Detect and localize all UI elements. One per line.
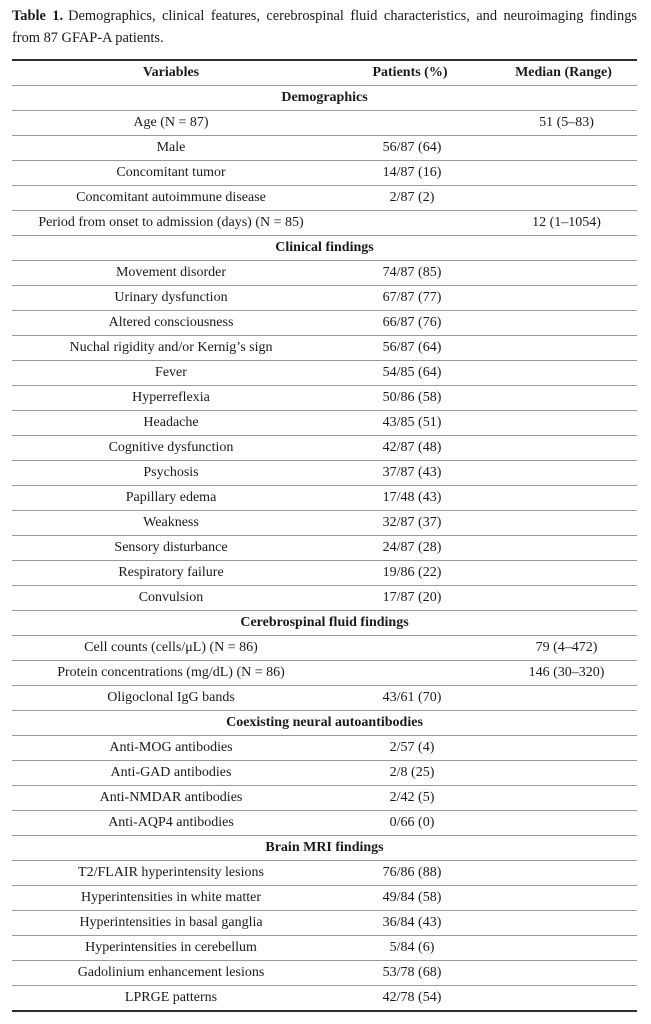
- variable-cell: Cell counts (cells/μL) (N = 86): [12, 636, 330, 661]
- patients-cell: 5/84 (6): [330, 936, 490, 961]
- patients-cell: 49/84 (58): [330, 886, 490, 911]
- caption-text: Demographics, clinical features, cerebrospinal fluid characteristics, and neuroimaging findings from 87 GFAP-A patients.: [12, 8, 637, 46]
- patients-cell: 0/66 (0): [330, 811, 490, 836]
- header-variables: Variables: [12, 60, 330, 86]
- variable-cell: Anti-MOG antibodies: [12, 736, 330, 761]
- variable-cell: Concomitant autoimmune disease: [12, 186, 330, 211]
- variable-cell: Psychosis: [12, 461, 330, 486]
- variable-cell: Urinary dysfunction: [12, 286, 330, 311]
- table-row: [12, 436, 637, 461]
- header-median: Median (Range): [490, 60, 637, 86]
- median-cell: [490, 786, 637, 811]
- table-body: [12, 86, 637, 1012]
- table-header: [12, 60, 637, 86]
- median-cell: [490, 286, 637, 311]
- variable-cell: Concomitant tumor: [12, 161, 330, 186]
- table-row: [12, 686, 637, 711]
- table-row: [12, 361, 637, 386]
- median-cell: [490, 186, 637, 211]
- table-row: [12, 386, 637, 411]
- median-cell: 79 (4–472): [490, 636, 637, 661]
- table-row: [12, 586, 637, 611]
- table-row: [12, 311, 637, 336]
- median-cell: [490, 436, 637, 461]
- section-title: Clinical findings: [12, 236, 637, 261]
- patients-cell: 2/42 (5): [330, 786, 490, 811]
- median-cell: [490, 736, 637, 761]
- variable-cell: Hyperreflexia: [12, 386, 330, 411]
- variable-cell: Male: [12, 136, 330, 161]
- table-row: [12, 536, 637, 561]
- section-title: Demographics: [12, 86, 637, 111]
- table-row: [12, 661, 637, 686]
- patients-cell: 2/87 (2): [330, 186, 490, 211]
- table-row: [12, 411, 637, 436]
- patients-cell: 17/48 (43): [330, 486, 490, 511]
- patients-cell: 67/87 (77): [330, 286, 490, 311]
- patients-cell: 2/57 (4): [330, 736, 490, 761]
- table-row: [12, 761, 637, 786]
- table-row: [12, 961, 637, 986]
- variable-cell: Cognitive dysfunction: [12, 436, 330, 461]
- section-title: Cerebrospinal fluid findings: [12, 611, 637, 636]
- median-cell: 51 (5–83): [490, 111, 637, 136]
- median-cell: [490, 911, 637, 936]
- median-cell: [490, 761, 637, 786]
- table-row: [12, 936, 637, 961]
- median-cell: [490, 861, 637, 886]
- table-row: [12, 161, 637, 186]
- demographics-table: [12, 59, 637, 1012]
- patients-cell: 14/87 (16): [330, 161, 490, 186]
- median-cell: [490, 136, 637, 161]
- patients-cell: 74/87 (85): [330, 261, 490, 286]
- variable-cell: Hyperintensities in basal ganglia: [12, 911, 330, 936]
- variable-cell: Weakness: [12, 511, 330, 536]
- median-cell: [490, 411, 637, 436]
- variable-cell: Oligoclonal IgG bands: [12, 686, 330, 711]
- median-cell: [490, 511, 637, 536]
- header-patients: Patients (%): [330, 60, 490, 86]
- section-row-brain-mri-findings: [12, 836, 637, 861]
- variable-cell: Altered consciousness: [12, 311, 330, 336]
- table-row: [12, 486, 637, 511]
- table-row: [12, 336, 637, 361]
- table-caption: [12, 5, 637, 49]
- variable-cell: Nuchal rigidity and/or Kernig’s sign: [12, 336, 330, 361]
- median-cell: [490, 486, 637, 511]
- median-cell: [490, 161, 637, 186]
- patients-cell: [330, 661, 490, 686]
- table-row: [12, 861, 637, 886]
- variable-cell: Age (N = 87): [12, 111, 330, 136]
- variable-cell: Gadolinium enhancement lesions: [12, 961, 330, 986]
- median-cell: [490, 586, 637, 611]
- table-row: [12, 561, 637, 586]
- table-row: [12, 811, 637, 836]
- median-cell: [490, 936, 637, 961]
- variable-cell: LPRGE patterns: [12, 986, 330, 1012]
- patients-cell: 66/87 (76): [330, 311, 490, 336]
- variable-cell: Respiratory failure: [12, 561, 330, 586]
- median-cell: [490, 336, 637, 361]
- patients-cell: 37/87 (43): [330, 461, 490, 486]
- median-cell: [490, 461, 637, 486]
- variable-cell: Anti-GAD antibodies: [12, 761, 330, 786]
- patients-cell: [330, 211, 490, 236]
- table-row: [12, 461, 637, 486]
- patients-cell: 2/8 (25): [330, 761, 490, 786]
- section-row-coexisting-neural-autoantibodies: [12, 711, 637, 736]
- median-cell: 12 (1–1054): [490, 211, 637, 236]
- table-row: [12, 736, 637, 761]
- variable-cell: Movement disorder: [12, 261, 330, 286]
- median-cell: [490, 886, 637, 911]
- patients-cell: 19/86 (22): [330, 561, 490, 586]
- median-cell: [490, 811, 637, 836]
- table-row: [12, 186, 637, 211]
- variable-cell: Sensory disturbance: [12, 536, 330, 561]
- variable-cell: Hyperintensities in white matter: [12, 886, 330, 911]
- table-row: [12, 261, 637, 286]
- median-cell: [490, 686, 637, 711]
- caption-label: Table 1.: [12, 8, 64, 24]
- variable-cell: T2/FLAIR hyperintensity lesions: [12, 861, 330, 886]
- section-row-clinical-findings: [12, 236, 637, 261]
- section-title: Brain MRI findings: [12, 836, 637, 861]
- patients-cell: 53/78 (68): [330, 961, 490, 986]
- median-cell: [490, 961, 637, 986]
- table-row: [12, 911, 637, 936]
- median-cell: [490, 561, 637, 586]
- patients-cell: [330, 111, 490, 136]
- variable-cell: Fever: [12, 361, 330, 386]
- patients-cell: 56/87 (64): [330, 336, 490, 361]
- patients-cell: 42/87 (48): [330, 436, 490, 461]
- table-row: [12, 986, 637, 1012]
- median-cell: [490, 311, 637, 336]
- patients-cell: 42/78 (54): [330, 986, 490, 1012]
- patients-cell: 36/84 (43): [330, 911, 490, 936]
- table-row: [12, 286, 637, 311]
- header-row: [12, 60, 637, 86]
- patients-cell: 50/86 (58): [330, 386, 490, 411]
- table-row: [12, 636, 637, 661]
- variable-cell: Anti-NMDAR antibodies: [12, 786, 330, 811]
- patients-cell: [330, 636, 490, 661]
- patients-cell: 32/87 (37): [330, 511, 490, 536]
- median-cell: 146 (30–320): [490, 661, 637, 686]
- variable-cell: Anti-AQP4 antibodies: [12, 811, 330, 836]
- table-row: [12, 886, 637, 911]
- median-cell: [490, 386, 637, 411]
- patients-cell: 24/87 (28): [330, 536, 490, 561]
- patients-cell: 56/87 (64): [330, 136, 490, 161]
- patients-cell: 17/87 (20): [330, 586, 490, 611]
- variable-cell: Convulsion: [12, 586, 330, 611]
- patients-cell: 54/85 (64): [330, 361, 490, 386]
- table-row: [12, 136, 637, 161]
- section-row-cerebrospinal-fluid-findings: [12, 611, 637, 636]
- patients-cell: 43/85 (51): [330, 411, 490, 436]
- patients-cell: 43/61 (70): [330, 686, 490, 711]
- table-row: [12, 786, 637, 811]
- median-cell: [490, 536, 637, 561]
- variable-cell: Protein concentrations (mg/dL) (N = 86): [12, 661, 330, 686]
- section-row-demographics: [12, 86, 637, 111]
- table-row: [12, 211, 637, 236]
- median-cell: [490, 986, 637, 1012]
- table-row: [12, 111, 637, 136]
- patients-cell: 76/86 (88): [330, 861, 490, 886]
- variable-cell: Period from onset to admission (days) (N = 85): [12, 211, 330, 236]
- variable-cell: Papillary edema: [12, 486, 330, 511]
- variable-cell: Hyperintensities in cerebellum: [12, 936, 330, 961]
- table-row: [12, 511, 637, 536]
- variable-cell: Headache: [12, 411, 330, 436]
- median-cell: [490, 361, 637, 386]
- median-cell: [490, 261, 637, 286]
- section-title: Coexisting neural autoantibodies: [12, 711, 637, 736]
